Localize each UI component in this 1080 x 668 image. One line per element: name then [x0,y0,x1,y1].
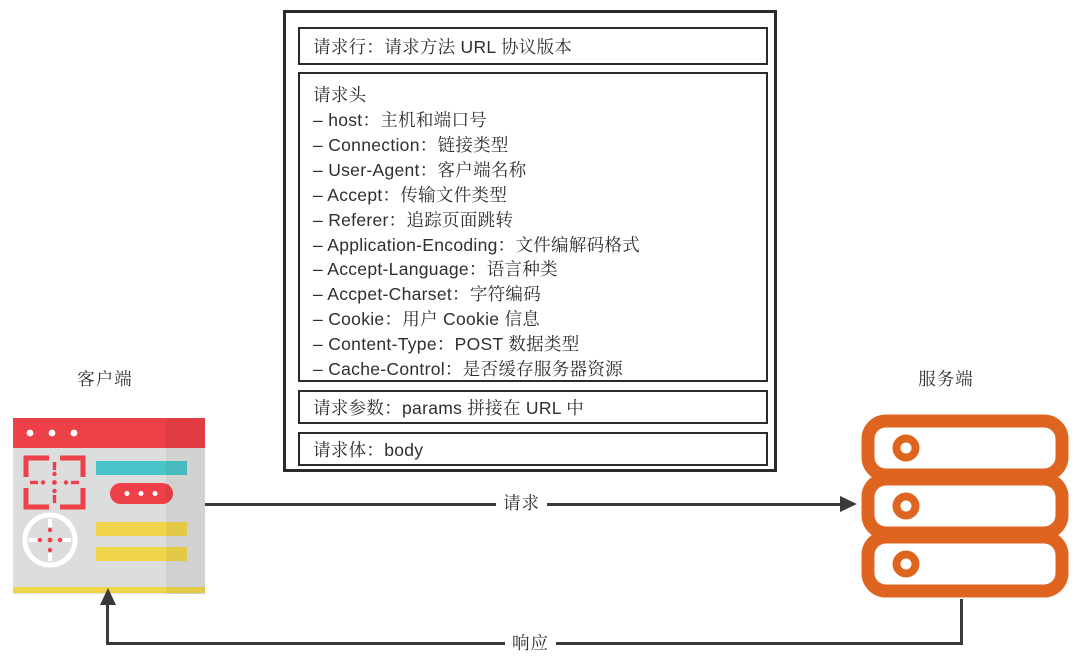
header-item-content-type: – Content-Type：POST 数据类型 [313,334,580,355]
header-item-host: – host：主机和端口号 [313,110,488,130]
header-item-cookie: – Cookie：用户 Cookie 信息 [313,309,541,330]
response-arrow-label: 响应 [505,631,556,656]
arrowhead-up-icon [100,588,116,605]
request-headers-box [298,72,768,382]
request-structure-box [283,10,777,472]
header-item-cache-control: – Cache-Control：是否缓存服务器资源 [313,359,623,380]
header-item-accept: – Accept：传输文件类型 [313,184,508,205]
server-stack-icon [858,411,1072,603]
request-params-text: 请求参数：params 拼接在 URL 中 [313,397,585,418]
request-body-box [298,432,768,466]
client-browser-icon [13,418,205,594]
client-label: 客户端 [77,369,133,389]
response-arrow-line-right [960,599,963,645]
header-item-referer: – Referer：追踪页面跳转 [313,209,514,230]
response-arrow-line-left [106,604,109,645]
request-body-text: 请求体：body [313,439,424,460]
request-headers-title: 请求头 [313,85,367,105]
header-item-user-agent: – User-Agent：客户端名称 [313,159,527,180]
request-line-box [298,27,768,65]
request-params-box [298,390,768,424]
request-arrow-label: 请求 [496,491,547,516]
arrowhead-right-icon [840,496,857,512]
header-item-application-encoding: – Application-Encoding：文件编解码格式 [313,234,641,255]
header-item-accept-language: – Accept-Language：语言种类 [313,259,558,280]
server-label: 服务端 [918,369,974,389]
request-line-text: 请求行：请求方法 URL 协议版本 [313,36,573,57]
header-item-accpet-charset: – Accpet-Charset：字符编码 [313,284,542,305]
header-item-connection: – Connection：链接类型 [313,134,509,155]
